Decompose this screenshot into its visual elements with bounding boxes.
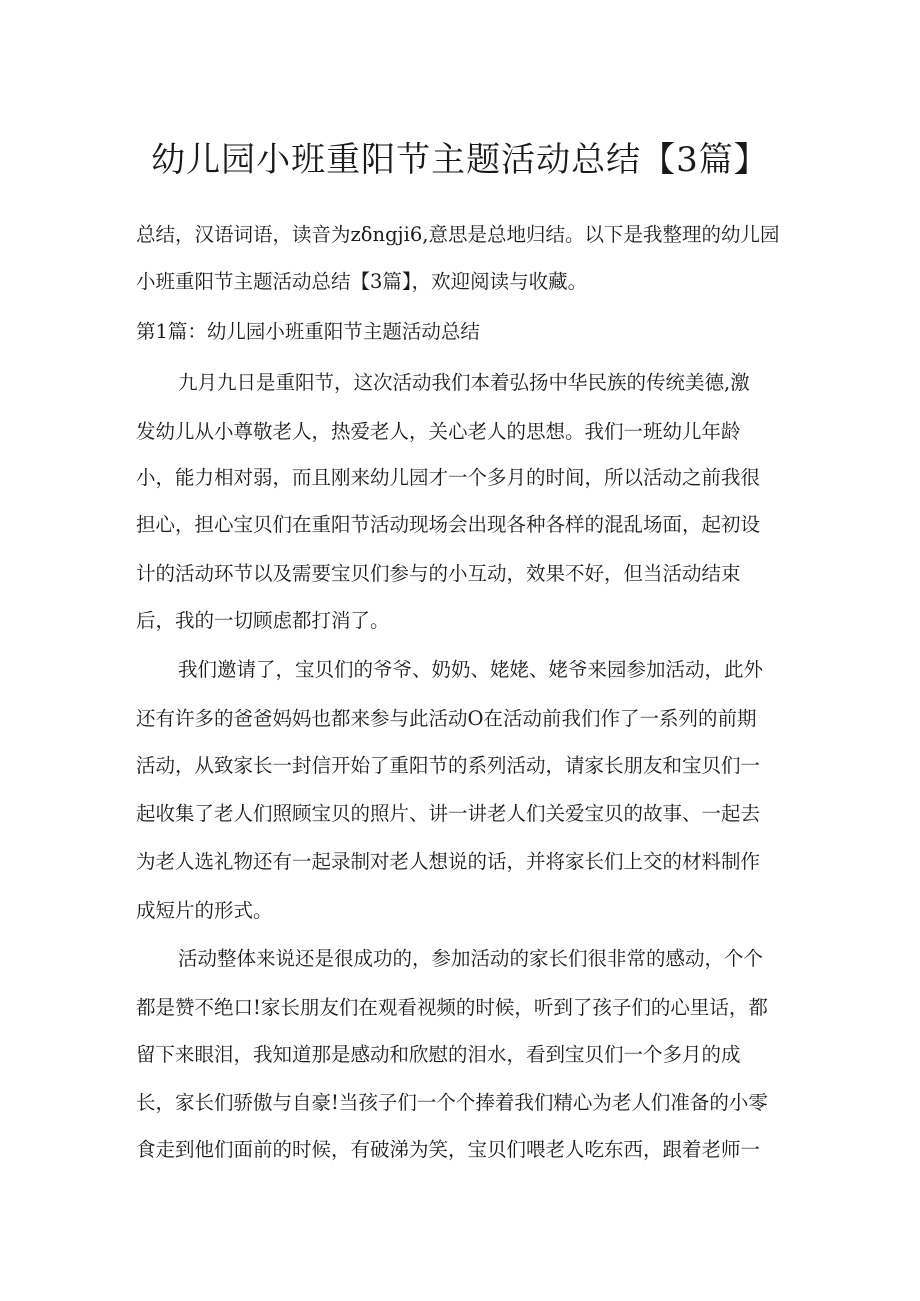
paragraph-1-line-2: 发幼儿从小尊敬老人，热爱老人，关心老人的思想。我们一班幼儿年龄: [136, 420, 741, 443]
paragraph-3-line-1: 活动整体来说还是很成功的，参加活动的家长们很非常的感动，个个: [178, 947, 764, 970]
intro-line-1: 总结，汉语词语，读音为zδngji6,意思是总地归结。以下是我整理的幼儿园: [136, 223, 780, 246]
paragraph-1-line-3: 小，能力相对弱，而且刚来幼儿园才一个多月的时间，所以活动之前我很: [136, 466, 761, 489]
paragraph-3-line-4: 长，家长们骄傲与自豪!当孩子们一个个捧着我们精心为老人们准备的小零: [136, 1091, 768, 1114]
paragraph-2-line-4: 起收集了老人们照顾宝贝的照片、讲一讲老人们关爱宝贝的故事、一起去: [136, 802, 761, 825]
document-title: 幼儿园小班重阳节主题活动总结【3篇】: [151, 140, 769, 180]
section-heading: 第1篇：幼儿园小班重阳节主题活动总结: [136, 320, 480, 343]
paragraph-2-line-1: 我们邀请了，宝贝们的爷爷、奶奶、姥姥、姥爷来园参加活动，此外: [178, 658, 764, 681]
intro-line-2: 小班重阳节主题活动总结【3篇】，欢迎阅读与收藏。: [136, 270, 588, 293]
paragraph-1-line-1: 九月九日是重阳节，这次活动我们本着弘扬中华民族的传统美德,激: [178, 371, 750, 394]
paragraph-2-line-2: 还有许多的爸爸妈妈也都来参与此活动O在活动前我们作了一系列的前期: [136, 707, 757, 730]
paragraph-2-line-6: 成短片的形式。: [136, 899, 273, 922]
paragraph-3-line-2: 都是赞不绝口!家长朋友们在观看视频的时候，听到了孩子们的心里话，都: [136, 996, 768, 1019]
paragraph-1-line-4: 担心，担心宝贝们在重阳节活动现场会出现各种各样的混乱场面，起初设: [136, 513, 761, 536]
paragraph-1-line-6: 后，我的一切顾虑都打消了。: [136, 609, 390, 632]
paragraph-3-line-3: 留下来眼泪，我知道那是感动和欣慰的泪水，看到宝贝们一个多月的成: [136, 1043, 741, 1066]
paragraph-2-line-5: 为老人选礼物还有一起录制对老人想说的话，并将家长们上交的材料制作: [136, 850, 761, 873]
paragraph-2-line-3: 活动，从致家长一封信开始了重阳节的系列活动，请家长朋友和宝贝们一: [136, 754, 761, 777]
paragraph-3-line-5: 食走到他们面前的时候，有破涕为笑，宝贝们喂老人吃东西，跟着老师一: [136, 1138, 761, 1161]
paragraph-1-line-5: 计的活动环节以及需要宝贝们参与的小互动，效果不好，但当活动结束: [136, 562, 741, 585]
